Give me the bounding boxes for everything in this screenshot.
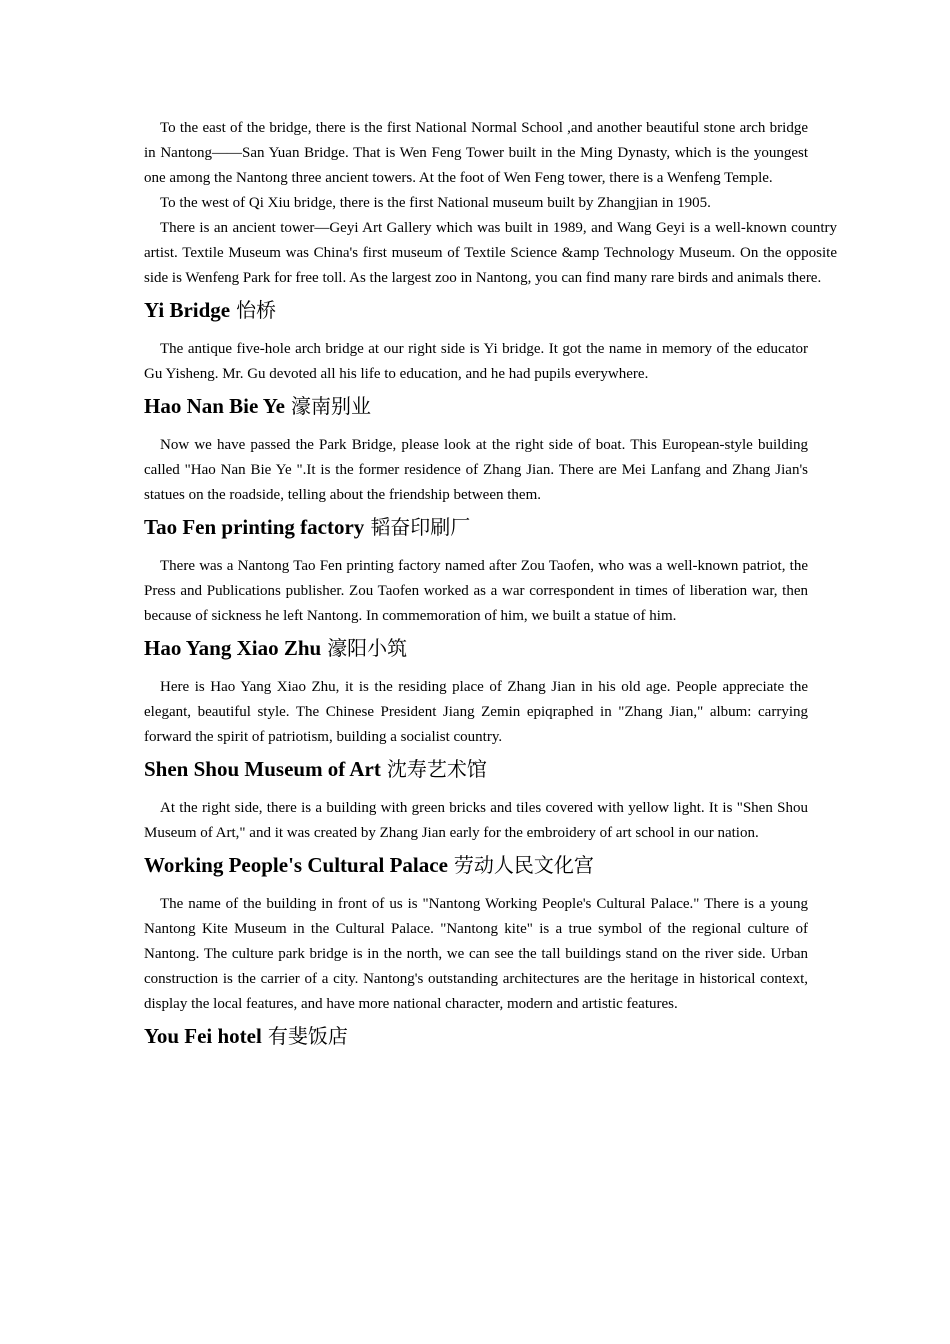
paragraph-hao-yang-xiao-zhu: Here is Hao Yang Xiao Zhu, it is the residing place of Zhang Jian in his old age. People appreciate the elegant, beautiful style. The Chinese President Jiang Zemin epiqraphed in "Zhang Jian," album: carrying forward the spirit of patriotism, building a socialist country. xyxy=(144,679,808,745)
document-content xyxy=(144,116,837,1051)
paragraph-cultural-palace: The name of the building in front of us is "Nantong Working People's Cultural Palace." There is a young Nantong Kite Museum in the Cultural Palace. "Nantong kite" is a true symbol of the regional culture of Nantong. The culture park bridge is in the north, we can see the tall buildings stand on the river side. Urban construction is the carrier of a city. Nantong's outstanding architectures are the heritage in historical context, display the local features, and have more national character, modern and artistic features. xyxy=(144,896,808,1012)
paragraph-tao-fen-printing-factory: There was a Nantong Tao Fen printing factory named after Zou Taofen, who was a well-known patriot, the Press and Publications publisher. Zou Taofen worked as a war correspondent in times of liberation war, then because of sickness he left Nantong. In commemoration of him, we built a statue of him. xyxy=(144,558,808,624)
paragraph-hao-nan-bie-ye: Now we have passed the Park Bridge, please look at the right side of boat. This European-style building called "Hao Nan Bie Ye ".It is the former residence of Zhang Jian. There are Mei Lanfang and Zhang Jian's statues on the roadside, telling about the friendship between them. xyxy=(144,437,808,503)
heading-hao-yang-xiao-zhu: Hao Yang Xiao Zhu 濠阳小筑 xyxy=(144,636,408,660)
heading-you-fei-hotel: You Fei hotel 有斐饭店 xyxy=(144,1024,348,1048)
heading-shen-shou-museum: Shen Shou Museum of Art 沈寿艺术馆 xyxy=(144,757,487,781)
heading-cultural-palace: Working People's Cultural Palace 劳动人民文化宫 xyxy=(144,853,594,877)
heading-yi-bridge: Yi Bridge 怡桥 xyxy=(144,298,277,322)
heading-tao-fen-printing-factory: Tao Fen printing factory 韬奋印刷厂 xyxy=(144,515,471,539)
intro-paragraph-3: There is an ancient tower—Geyi Art Gallery which was built in 1989, and Wang Geyi is a well-known country artist. Textile Museum was China's first museum of Textile Science &amp Technology Museum. On the opposite side is Wenfeng Park for free toll. As the largest zoo in Nantong, you can find many rare birds and animals there. xyxy=(144,220,837,286)
paragraph-shen-shou-museum: At the right side, there is a building with green bricks and tiles covered with yellow light. It is "Shen Shou Museum of Art," and it was created by Zhang Jian early for the embroidery of art school in our nation. xyxy=(144,800,808,841)
intro-paragraph-2: To the west of Qi Xiu bridge, there is the first National museum built by Zhangjian in 1905. xyxy=(160,195,711,211)
intro-paragraph-1: To the east of the bridge, there is the first National Normal School ,and another beautiful stone arch bridge in Nantong——San Yuan Bridge. That is Wen Feng Tower built in the Ming Dynasty, which is the youngest one among the Nantong three ancient towers. At the foot of Wen Feng tower, there is a Wenfeng Temple. xyxy=(144,120,808,186)
paragraph-yi-bridge: The antique five-hole arch bridge at our right side is Yi bridge. It got the name in memory of the educator Gu Yisheng. Mr. Gu devoted all his life to education, and he had pupils everywhere. xyxy=(144,341,808,382)
heading-hao-nan-bie-ye: Hao Nan Bie Ye 濠南别业 xyxy=(144,394,371,418)
